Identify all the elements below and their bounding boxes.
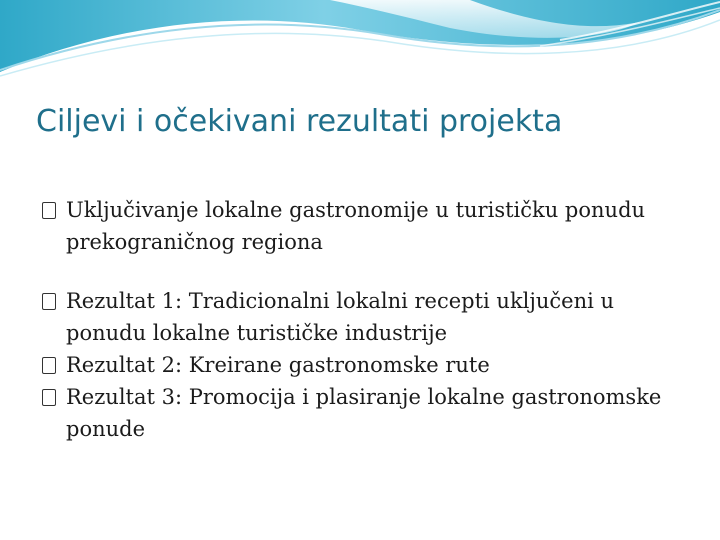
missing-glyph-box-icon [42, 202, 56, 219]
bullet-text: Rezultat 1: Tradicionalni lokalni recepti uključeni u ponudu lokalne turističke industrije [66, 289, 615, 345]
list-item [42, 381, 682, 445]
list-item [42, 349, 682, 381]
bullet-text: Rezultat 2: Kreirane gastronomske rute [66, 353, 490, 377]
bullet-list [42, 194, 682, 445]
list-item [42, 194, 682, 258]
missing-glyph-box-icon [42, 357, 56, 374]
missing-glyph-box-icon [42, 389, 56, 406]
header-wave-decoration [0, 0, 720, 90]
bullet-text: Rezultat 3: Promocija i plasiranje lokalne gastronomske ponude [66, 385, 662, 441]
list-item [42, 285, 682, 349]
slide-title: Ciljevi i očekivani rezultati projekta [36, 104, 563, 139]
bullet-text: Uključivanje lokalne gastronomije u turističku ponudu prekograničnog regiona [66, 198, 646, 254]
missing-glyph-box-icon [42, 293, 56, 310]
